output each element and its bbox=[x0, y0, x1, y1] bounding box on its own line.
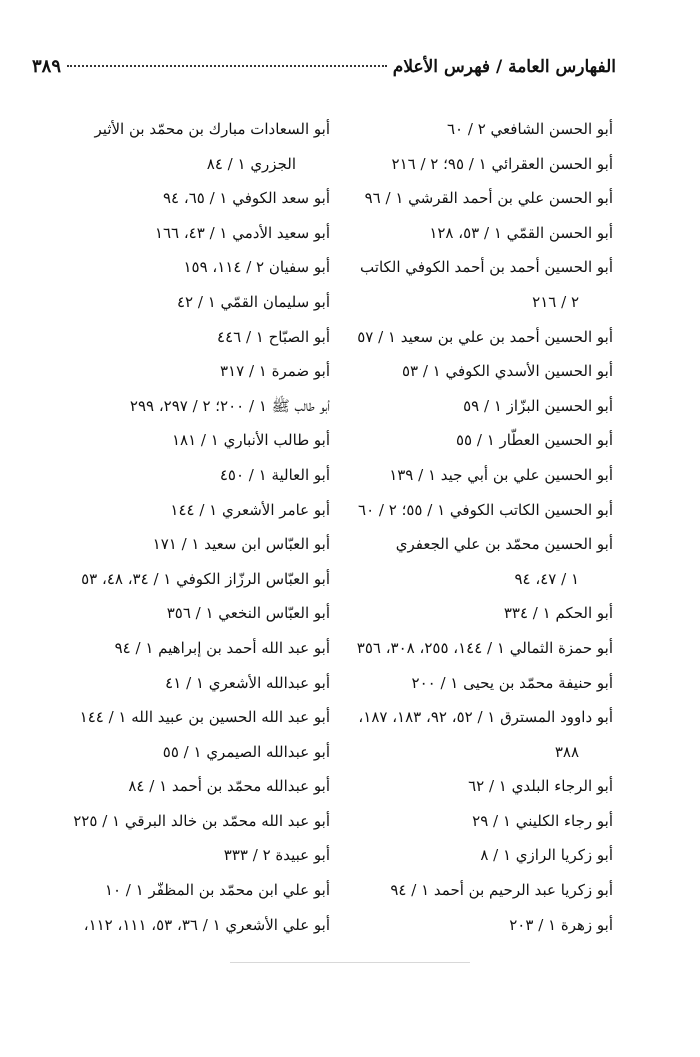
index-entry: أبو سفيان ٢ / ١١٤، ١٥٩ bbox=[183, 258, 330, 277]
index-entry: أبو الحسن العقرائي ١ / ٩٥؛ ٢ / ٢١٦ bbox=[391, 154, 613, 173]
index-entry: أبو سليمان القمّي ١ / ٤٢ bbox=[177, 292, 330, 311]
index-entry: أبو سعد الكوفي ١ / ٦٥، ٩٤ bbox=[162, 189, 330, 208]
index-entry: أبو عبد الله محمّد بن خالد البرقي ١ / ٢٢٥ bbox=[73, 811, 330, 830]
header-title: الفهارس العامة / فهرس الأعلام bbox=[392, 57, 616, 77]
index-entry: أبو زكريا عبد الرحيم بن أحمد ١ / ٩٤ bbox=[390, 881, 613, 900]
index-entry: أبو الحسين أحمد بن علي بن سعيد ١ / ٥٧ bbox=[357, 327, 613, 346]
index-entry: أبو عامر الأشعري ١ / ١٤٤ bbox=[170, 500, 330, 519]
index-entry: أبو الحسين أحمد بن أحمد الكوفي الكاتب bbox=[360, 258, 613, 277]
index-entry: أبو الحسين العطّار ١ / ٥٥ bbox=[455, 431, 613, 450]
index-column-right bbox=[345, 112, 613, 942]
index-entry: أبو الحسن الشافعي ٢ / ٦٠ bbox=[447, 120, 613, 138]
index-entry: أبو الحسن القمّي ١ / ٥٣، ١٢٨ bbox=[429, 223, 613, 242]
page-number: ٣٨٩ bbox=[32, 56, 62, 77]
index-entry: أبو عبدالله الأشعري ١ / ٤١ bbox=[165, 673, 330, 692]
index-entry: أبو عبد الله الحسين بن عبيد الله ١ / ١٤٤ bbox=[79, 708, 330, 727]
index-entry: أبو الحكم ١ / ٣٣٤ bbox=[503, 604, 613, 623]
index-entry-continuation: ٣٨٨ bbox=[554, 742, 579, 761]
index-entry: أبو الحسن علي بن أحمد القرشي ١ / ٩٦ bbox=[364, 189, 613, 208]
index-entry: أبو ضمرة ١ / ٣١٧ bbox=[220, 362, 330, 381]
index-entry: أبو رجاء الكليني ١ / ٢٩ bbox=[472, 811, 613, 830]
index-entry: أبو السعادات مبارك بن محمّد بن الأثير bbox=[94, 120, 330, 138]
index-entry: أبو حنيفة محمّد بن يحيى ١ / ٢٠٠ bbox=[411, 673, 613, 692]
footer-rule bbox=[230, 962, 470, 963]
index-entry: أبو داوود المسترق ١ / ٥٢، ٩٢، ١٨٣، ١٨٧، bbox=[358, 708, 613, 727]
index-entry: أبو الحسين علي بن أبي جيد ١ / ١٣٩ bbox=[389, 465, 613, 484]
header-dot-leader bbox=[67, 65, 387, 67]
index-entry-continuation: الجزري ١ / ٨٤ bbox=[206, 154, 296, 173]
index-entry: أبو عبيدة ٢ / ٣٣٣ bbox=[223, 846, 330, 865]
index-entry: أبو الحسين الكاتب الكوفي ١ / ٥٥؛ ٢ / ٦٠ bbox=[358, 500, 613, 519]
running-header bbox=[32, 56, 616, 86]
index-entry: أبو الصبّاح ١ / ٤٤٦ bbox=[217, 327, 330, 346]
index-entry: أبو عبدالله الصيمري ١ / ٥٥ bbox=[162, 742, 330, 761]
index-entry: أبو طالب الأنباري ١ / ١٨١ bbox=[171, 431, 330, 450]
index-entry: أبو الرجاء البلدي ١ / ٦٢ bbox=[468, 777, 613, 796]
index-entry: أبو العالية ١ / ٤٥٠ bbox=[219, 465, 330, 484]
index-entry: أبو العبّاس ابن سعيد ١ / ١٧١ bbox=[152, 535, 330, 554]
index-entry: أبو علي ابن محمّد بن المظفّر ١ / ١٠ bbox=[104, 881, 330, 900]
index-entry: أبو عبد الله أحمد بن إبراهيم ١ / ٩٤ bbox=[114, 638, 330, 657]
index-entry: أبو العبّاس الرزّاز الكوفي ١ / ٣٤، ٤٨، ٥٣ bbox=[81, 569, 330, 588]
index-entry: أبو الحسين البزّاز ١ / ٥٩ bbox=[463, 396, 613, 415]
index-entry: أبو سعيد الأدمي ١ / ٤٣، ١٦٦ bbox=[154, 223, 330, 242]
index-entry: أبو عبدالله محمّد بن أحمد ١ / ٨٤ bbox=[128, 777, 330, 796]
index-entry-continuation: ٢ / ٢١٦ bbox=[532, 292, 579, 311]
index-entry: أبو حمزة الثمالي ١ / ١٤٤، ٢٥٥، ٣٠٨، ٣٥٦ bbox=[356, 638, 613, 657]
index-entry: أبو العبّاس النخعي ١ / ٣٥٦ bbox=[166, 604, 330, 623]
index-column-left bbox=[32, 112, 330, 942]
index-entry: أبو زهرة ١ / ٢٠٣ bbox=[509, 915, 613, 934]
index-entry: أبو علي الأشعري ١ / ٣٦، ٥٣، ١١١، ١١٢، bbox=[83, 915, 330, 934]
index-entry: أبو زكريا الرازي ١ / ٨ bbox=[480, 846, 613, 865]
index-entry: أبو الحسين محمّد بن علي الجعفري bbox=[395, 535, 613, 554]
index-entry: أبو الحسين الأسدي الكوفي ١ / ٥٣ bbox=[401, 362, 613, 381]
index-entry-continuation: ١ / ٤٧، ٩٤ bbox=[514, 569, 579, 588]
index-entry: أبو طالب ﷺ ١ / ٢٠٠؛ ٢ / ٢٩٧، ٢٩٩ bbox=[129, 396, 330, 415]
